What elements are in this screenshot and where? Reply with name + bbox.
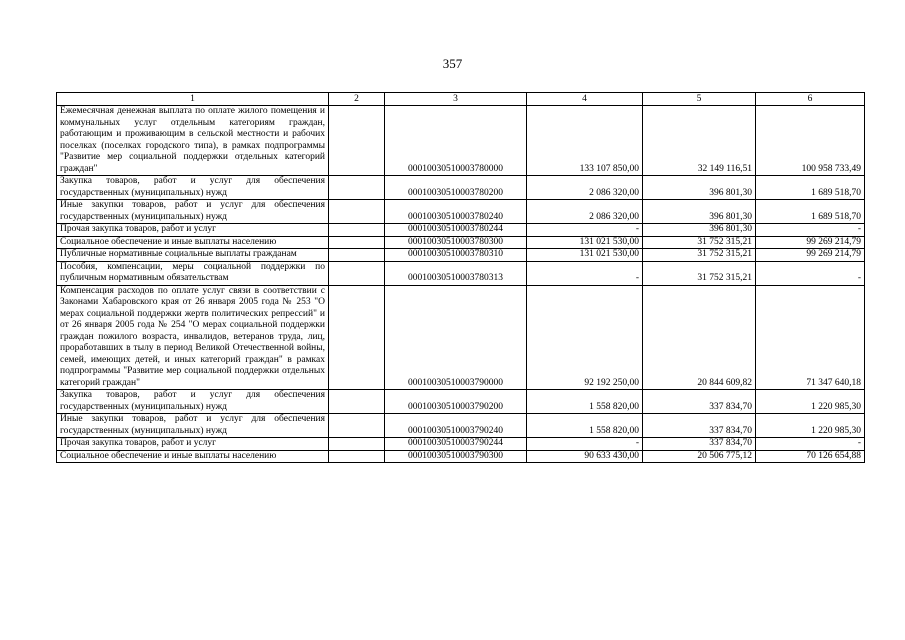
row-col2 (329, 285, 385, 390)
table-row (57, 438, 865, 451)
row-code: 00010030510003780310 (385, 249, 527, 262)
row-value-5: 20 844 609,82 (643, 285, 756, 390)
table-row (57, 200, 865, 224)
row-value-6: 71 347 640,18 (756, 285, 865, 390)
row-name: Закупка товаров, работ и услуг для обеспечения государственных (муниципальных) нужд (57, 390, 329, 414)
row-value-5: 337 834,70 (643, 438, 756, 451)
row-name: Социальное обеспечение и иные выплаты населению (57, 236, 329, 249)
row-value-4: 1 558 820,00 (527, 390, 643, 414)
row-value-6: 100 958 733,49 (756, 106, 865, 176)
header-col-5: 5 (643, 93, 756, 106)
row-value-6: 1 689 518,70 (756, 200, 865, 224)
row-code: 00010030510003780000 (385, 106, 527, 176)
row-value-5: 337 834,70 (643, 414, 756, 438)
row-name: Социальное обеспечение и иные выплаты населению (57, 450, 329, 463)
row-value-4: 90 633 430,00 (527, 450, 643, 463)
row-code: 00010030510003790240 (385, 414, 527, 438)
row-col2 (329, 450, 385, 463)
row-value-5: 396 801,30 (643, 200, 756, 224)
row-value-4: - (527, 224, 643, 237)
header-col-4: 4 (527, 93, 643, 106)
budget-table (56, 92, 865, 463)
row-code: 00010030510003790244 (385, 438, 527, 451)
row-value-6: 99 269 214,79 (756, 249, 865, 262)
row-code: 00010030510003790000 (385, 285, 527, 390)
row-code: 00010030510003780244 (385, 224, 527, 237)
table-row (57, 249, 865, 262)
row-name: Пособия, компенсации, меры социальной поддержки по публичным нормативным обязательствам (57, 261, 329, 285)
row-value-6: 70 126 654,88 (756, 450, 865, 463)
row-value-5: 32 149 116,51 (643, 106, 756, 176)
row-value-6: 1 220 985,30 (756, 390, 865, 414)
row-value-5: 31 752 315,21 (643, 236, 756, 249)
table-row (57, 450, 865, 463)
row-code: 00010030510003780313 (385, 261, 527, 285)
row-col2 (329, 438, 385, 451)
row-value-6: - (756, 224, 865, 237)
row-code: 00010030510003790300 (385, 450, 527, 463)
row-code: 00010030510003790200 (385, 390, 527, 414)
row-name: Иные закупки товаров, работ и услуг для обеспечения государственных (муниципальных) нужд (57, 414, 329, 438)
row-value-6: 1 689 518,70 (756, 176, 865, 200)
table-row (57, 261, 865, 285)
table-row (57, 106, 865, 176)
row-col2 (329, 249, 385, 262)
row-name: Публичные нормативные социальные выплаты гражданам (57, 249, 329, 262)
row-value-5: 20 506 775,12 (643, 450, 756, 463)
row-name: Ежемесячная денежная выплата по оплате жилого помещения и коммунальных услуг отдельным категориям граждан, работающим и проживающим в сельской местности и рабочих поселках (поселках городского типа), в рамках подпрограммы "Развитие мер социальной поддержки отдельных категорий граждан" (57, 106, 329, 176)
table-row (57, 176, 865, 200)
row-value-4: - (527, 438, 643, 451)
row-name: Компенсация расходов по оплате услуг связи в соответствии с Законами Хабаровского края от 26 января 2005 года № 253 "О мерах социальной поддержки жертв политических репрессий" и от 26 января 2005 года № 254 "О мерах социальной поддержки граждан пожилого возраста, инвалидов, ветеранов труда, лиц, проработавших в тылу в период Великой Отечественной войны, семей, имеющих детей, и иных категорий граждан" в рамках подпрограммы "Развитие мер социальной поддержки отдельных категорий граждан" (57, 285, 329, 390)
row-value-4: 2 086 320,00 (527, 200, 643, 224)
table-row (57, 285, 865, 390)
row-value-6: 99 269 214,79 (756, 236, 865, 249)
row-value-6: - (756, 438, 865, 451)
row-code: 00010030510003780240 (385, 200, 527, 224)
row-col2 (329, 176, 385, 200)
row-value-5: 396 801,30 (643, 176, 756, 200)
header-col-2: 2 (329, 93, 385, 106)
row-col2 (329, 390, 385, 414)
row-col2 (329, 224, 385, 237)
row-value-4: 2 086 320,00 (527, 176, 643, 200)
table-row (57, 390, 865, 414)
row-code: 00010030510003780200 (385, 176, 527, 200)
row-name: Закупка товаров, работ и услуг для обеспечения государственных (муниципальных) нужд (57, 176, 329, 200)
row-name: Прочая закупка товаров, работ и услуг (57, 438, 329, 451)
page-number: 357 (442, 56, 463, 71)
row-value-4: - (527, 261, 643, 285)
row-value-4: 92 192 250,00 (527, 285, 643, 390)
row-value-6: 1 220 985,30 (756, 414, 865, 438)
row-value-5: 396 801,30 (643, 224, 756, 237)
row-code: 00010030510003780300 (385, 236, 527, 249)
header-row (57, 93, 865, 106)
row-col2 (329, 106, 385, 176)
row-value-4: 131 021 530,00 (527, 236, 643, 249)
row-col2 (329, 200, 385, 224)
row-value-4: 1 558 820,00 (527, 414, 643, 438)
header-col-6: 6 (756, 93, 865, 106)
row-value-5: 31 752 315,21 (643, 249, 756, 262)
row-value-6: - (756, 261, 865, 285)
row-value-5: 337 834,70 (643, 390, 756, 414)
row-col2 (329, 414, 385, 438)
row-name: Прочая закупка товаров, работ и услуг (57, 224, 329, 237)
row-col2 (329, 236, 385, 249)
table-row (57, 224, 865, 237)
row-col2 (329, 261, 385, 285)
row-value-4: 131 021 530,00 (527, 249, 643, 262)
header-col-3: 3 (385, 93, 527, 106)
header-col-1: 1 (57, 93, 329, 106)
table-row (57, 236, 865, 249)
table-row (57, 414, 865, 438)
row-value-5: 31 752 315,21 (643, 261, 756, 285)
row-value-4: 133 107 850,00 (527, 106, 643, 176)
row-name: Иные закупки товаров, работ и услуг для обеспечения государственных (муниципальных) нужд (57, 200, 329, 224)
